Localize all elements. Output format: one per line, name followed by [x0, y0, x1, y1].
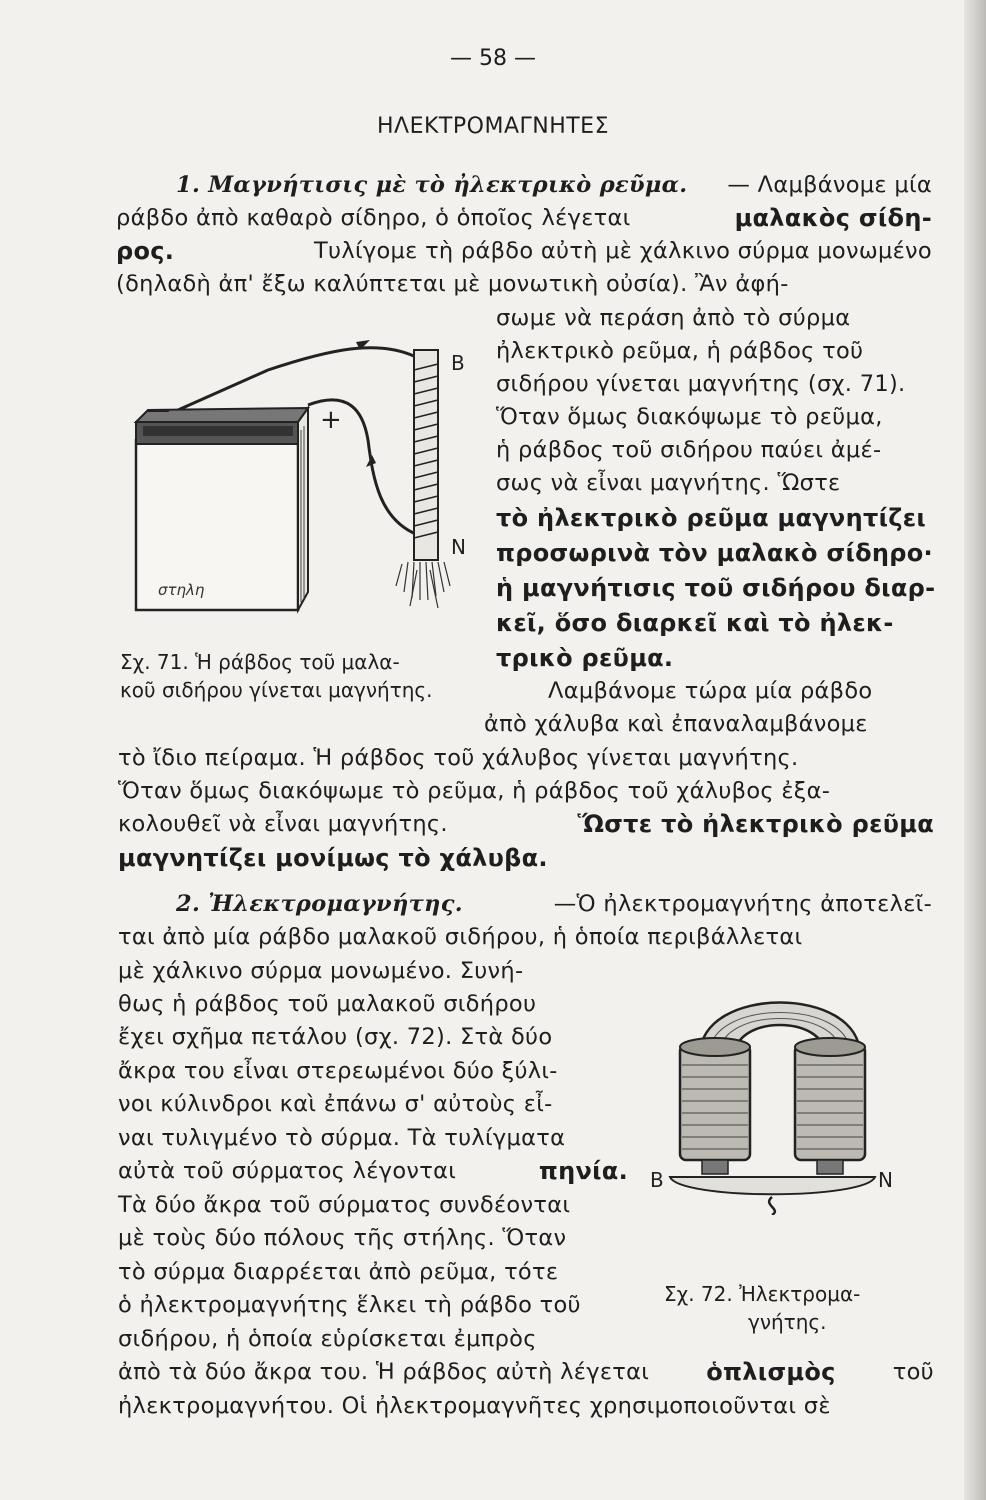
section2-line-1 [176, 889, 932, 919]
paragraph-text: Τυλίγομε τὴ ράβδο αὐτὴ μὲ χάλκινο σύρμα μονωμένο [313, 238, 932, 264]
section1-line-3 [116, 236, 932, 266]
figure-71-illustration [118, 330, 468, 645]
section1-line-14: Ὅταν ὅμως διακόψωμε τὸ ρεῦμα, ἡ ράβδος τοῦ χάλυβος ἐξα- [118, 778, 831, 804]
paragraph-text: — Λαμβάνομε μία [727, 172, 932, 198]
terminal-plate [143, 426, 293, 436]
section1-bold-line-2: προσωρινὰ τὸν μαλακὸ σίδηρο· [496, 539, 933, 567]
section2-line-5: ἔχει σχῆμα πετάλου (σχ. 72). Στὰ δύο [118, 1024, 553, 1050]
paragraph-text: ράβδο ἀπὸ καθαρὸ σίδηρο, ὁ ὁποῖος λέγεται [116, 205, 631, 231]
section2-line-13: ὁ ἠλεκτρομαγνήτης ἕλκει τὴ ράβδο τοῦ [118, 1292, 581, 1318]
label-N-fig71: N [451, 535, 466, 559]
section1-line-1 [176, 170, 932, 200]
section1-line-12: ἀπὸ χάλυβα καὶ ἐπαναλαμβάνομε [484, 711, 868, 737]
armature-plate [670, 1177, 875, 1194]
section1-line-15 [118, 809, 934, 839]
section1-line-11: Λαμβάνομε τώρα μία ράβδο [548, 678, 873, 704]
section1-line-6: ἠλεκτρικὸ ρεῦμα, ἡ ράβδος τοῦ [496, 338, 864, 364]
section2-heading: 2. Ἠλεκτρομαγνήτης. [176, 891, 463, 917]
right-coil [795, 1045, 865, 1160]
figure-71-caption-2: κοῦ σιδήρου γίνεται μαγνήτης. [120, 678, 433, 702]
section2-line-2: ται ἀπὸ μία ράβδο μαλακοῦ σιδήρου, ἡ ὁποία περιβάλλεται [118, 924, 803, 950]
figure-72-caption-2: γνήτης. [748, 1310, 827, 1334]
battery-side [298, 408, 308, 610]
section2-line-4: θως ἡ ράβδος τοῦ μαλακοῦ σιδήρου [118, 991, 537, 1017]
page-edge-shadow [964, 0, 986, 1500]
section2-line-10: Τὰ δύο ἄκρα τοῦ σύρματος συνδέονται [118, 1192, 571, 1218]
section2-line-11: μὲ τοὺς δύο πόλους τῆς στήλης. Ὅταν [118, 1225, 567, 1251]
section1-line-4: (δηλαδὴ ἀπ' ἔξω καλύπτεται μὲ μονωτικὴ οὐσία). Ἂν ἀφή- [116, 271, 789, 297]
section1-bold-line-1: τὸ ἠλεκτρικὸ ρεῦμα μαγνητίζει [496, 504, 927, 532]
hook [769, 1197, 775, 1215]
figure-71-caption-1: Σχ. 71. Ἡ ράβδος τοῦ μαλα- [120, 650, 400, 674]
section2-line-3: μὲ χάλκινο σύρμα μονωμένο. Συνή- [118, 958, 524, 984]
paragraph-text: ἀπὸ τὰ δύο ἄκρα του. Ἡ ράβδος αὐτὴ λέγεται [118, 1359, 650, 1385]
section1-line-13: τὸ ἴδιο πείραμα. Ἡ ράβδος τοῦ χάλυβος γίνεται μαγνήτης. [118, 745, 799, 771]
label-N-fig72: N [878, 1168, 893, 1192]
section2-line-15 [118, 1357, 934, 1387]
section2-line-8: ναι τυλιγμένο τὸ σύρμα. Τὰ τυλίγματα [118, 1125, 566, 1151]
section1-line-7: σιδήρου γίνεται μαγνήτης (σχ. 71). [496, 371, 906, 397]
section1-line-2 [116, 203, 932, 233]
chapter-title: ΗΛΕΚΤΡΟΜΑΓΝΗΤΕΣ [377, 114, 609, 139]
conclusion-bold: Ὥστε τὸ ἠλεκτρικὸ ρεῦμα [577, 810, 934, 838]
section1-bold-line-3: ἡ μαγνήτισις τοῦ σιδήρου διαρ- [496, 574, 936, 602]
wire-top [178, 348, 418, 410]
section2-line-14: σιδήρου, ἡ ὁποία εὑρίσκεται ἐμπρὸς [118, 1326, 537, 1352]
left-coil [680, 1045, 750, 1160]
battery-label: στηλη [158, 581, 205, 599]
section2-line-6: ἄκρα του εἶναι στερεωμένοι δύο ξύλι- [118, 1058, 558, 1084]
term-armature: ὁπλισμὸς [706, 1358, 836, 1386]
paragraph-text: αὐτὰ τοῦ σύρματος λέγονται [118, 1158, 457, 1184]
section1-heading: 1. Μαγνήτισις μὲ τὸ ἠλεκτρικὸ ρεῦμα. [176, 172, 688, 198]
section1-line-9: ἡ ράβδος τοῦ σιδήρου παύει ἀμέ- [496, 437, 882, 463]
figure-72-illustration [650, 965, 910, 1215]
paragraph-text: τοῦ [892, 1359, 934, 1385]
section2-line-7: νοι κύλινδροι καὶ ἐπάνω σ' αὐτοὺς εἶ- [118, 1091, 553, 1117]
section2-line-16: ἠλεκτρομαγνήτου. Οἱ ἠλεκτρομαγνῆτες χρησιμοποιοῦνται σὲ [118, 1393, 831, 1419]
iron-filings [396, 562, 450, 608]
term-coils: πηνία. [538, 1157, 628, 1185]
section1-line-8: Ὅταν ὅμως διακόψωμε τὸ ρεῦμα, [496, 404, 883, 430]
label-minus: — [146, 396, 170, 424]
section1-bold-line-4: κεῖ, ὅσο διαρκεῖ καὶ τὸ ἠλεκ- [496, 609, 894, 637]
section1-line-10: σως νὰ εἶναι μαγνήτης. Ὥστε [496, 470, 841, 496]
term-soft-iron-end: ρος. [116, 237, 175, 265]
paragraph-text: —Ὁ ἠλεκτρομαγνήτης ἀποτελεῖ- [553, 891, 932, 917]
term-soft-iron: μαλακὸς σίδη- [734, 204, 932, 232]
paragraph-text: κολουθεῖ νὰ εἶναι μαγνήτης. [118, 811, 448, 837]
label-B-fig72: B [650, 1168, 664, 1192]
section2-line-12: τὸ σύρμα διαρρέεται ἀπὸ ρεῦμα, τότε [118, 1259, 559, 1285]
label-B-fig71: B [451, 351, 465, 375]
page-number: — 58 — [450, 46, 536, 71]
label-plus: + [320, 405, 342, 435]
section2-line-9 [118, 1156, 628, 1186]
figure-72-caption-1: Σχ. 72. Ἠλεκτρομα- [664, 1282, 861, 1306]
section1-line-16: μαγνητίζει μονίμως τὸ χάλυβα. [118, 844, 548, 872]
section1-bold-line-5: τρικὸ ρεῦμα. [496, 644, 674, 672]
section1-line-5: σωμε νὰ περάση ἀπὸ τὸ σύρμα [496, 305, 851, 331]
